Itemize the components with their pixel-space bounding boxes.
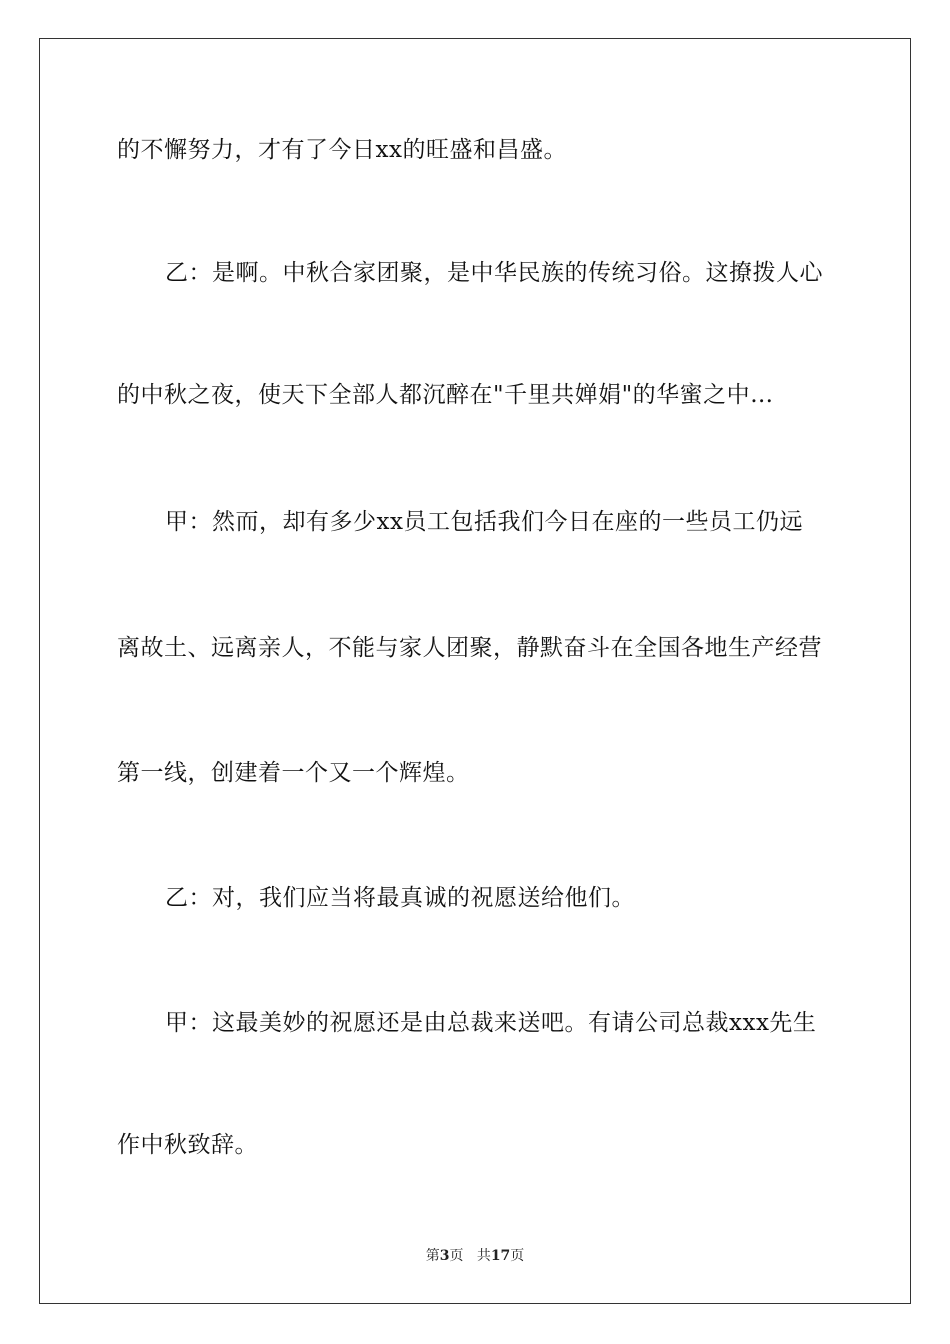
- text-line-9: 作中秋致辞。: [117, 1132, 258, 1158]
- page-prefix: 第: [425, 1248, 440, 1264]
- page-number: 3: [439, 1248, 450, 1264]
- text-line-3: 的中秋之夜，使天下全部人都沉醉在"千里共婵娟"的华蜜之中…: [117, 382, 774, 408]
- page-suffix: 页: [449, 1248, 464, 1264]
- text-line-8: 甲：这最美妙的祝愿还是由总裁来送吧。有请公司总裁xxx先生: [165, 1010, 817, 1036]
- total-pages: 17: [490, 1248, 511, 1264]
- text-line-7: 乙：对，我们应当将最真诚的祝愿送给他们。: [165, 885, 635, 911]
- text-line-1: 的不懈努力，才有了今日xx的旺盛和昌盛。: [117, 137, 567, 163]
- total-suffix: 页: [510, 1248, 525, 1264]
- text-line-6: 第一线，创建着一个又一个辉煌。: [117, 760, 470, 786]
- text-line-4: 甲：然而，却有多少xx员工包括我们今日在座的一些员工仍远: [165, 509, 803, 535]
- page-border: [39, 38, 911, 1304]
- text-line-5: 离故土、远离亲人，不能与家人团聚，静默奋斗在全国各地生产经营: [117, 635, 822, 661]
- text-line-2: 乙：是啊。中秋合家团聚，是中华民族的传统习俗。这撩拨人心: [165, 260, 823, 286]
- total-prefix: 共: [476, 1248, 491, 1264]
- page-footer: [0, 1247, 950, 1265]
